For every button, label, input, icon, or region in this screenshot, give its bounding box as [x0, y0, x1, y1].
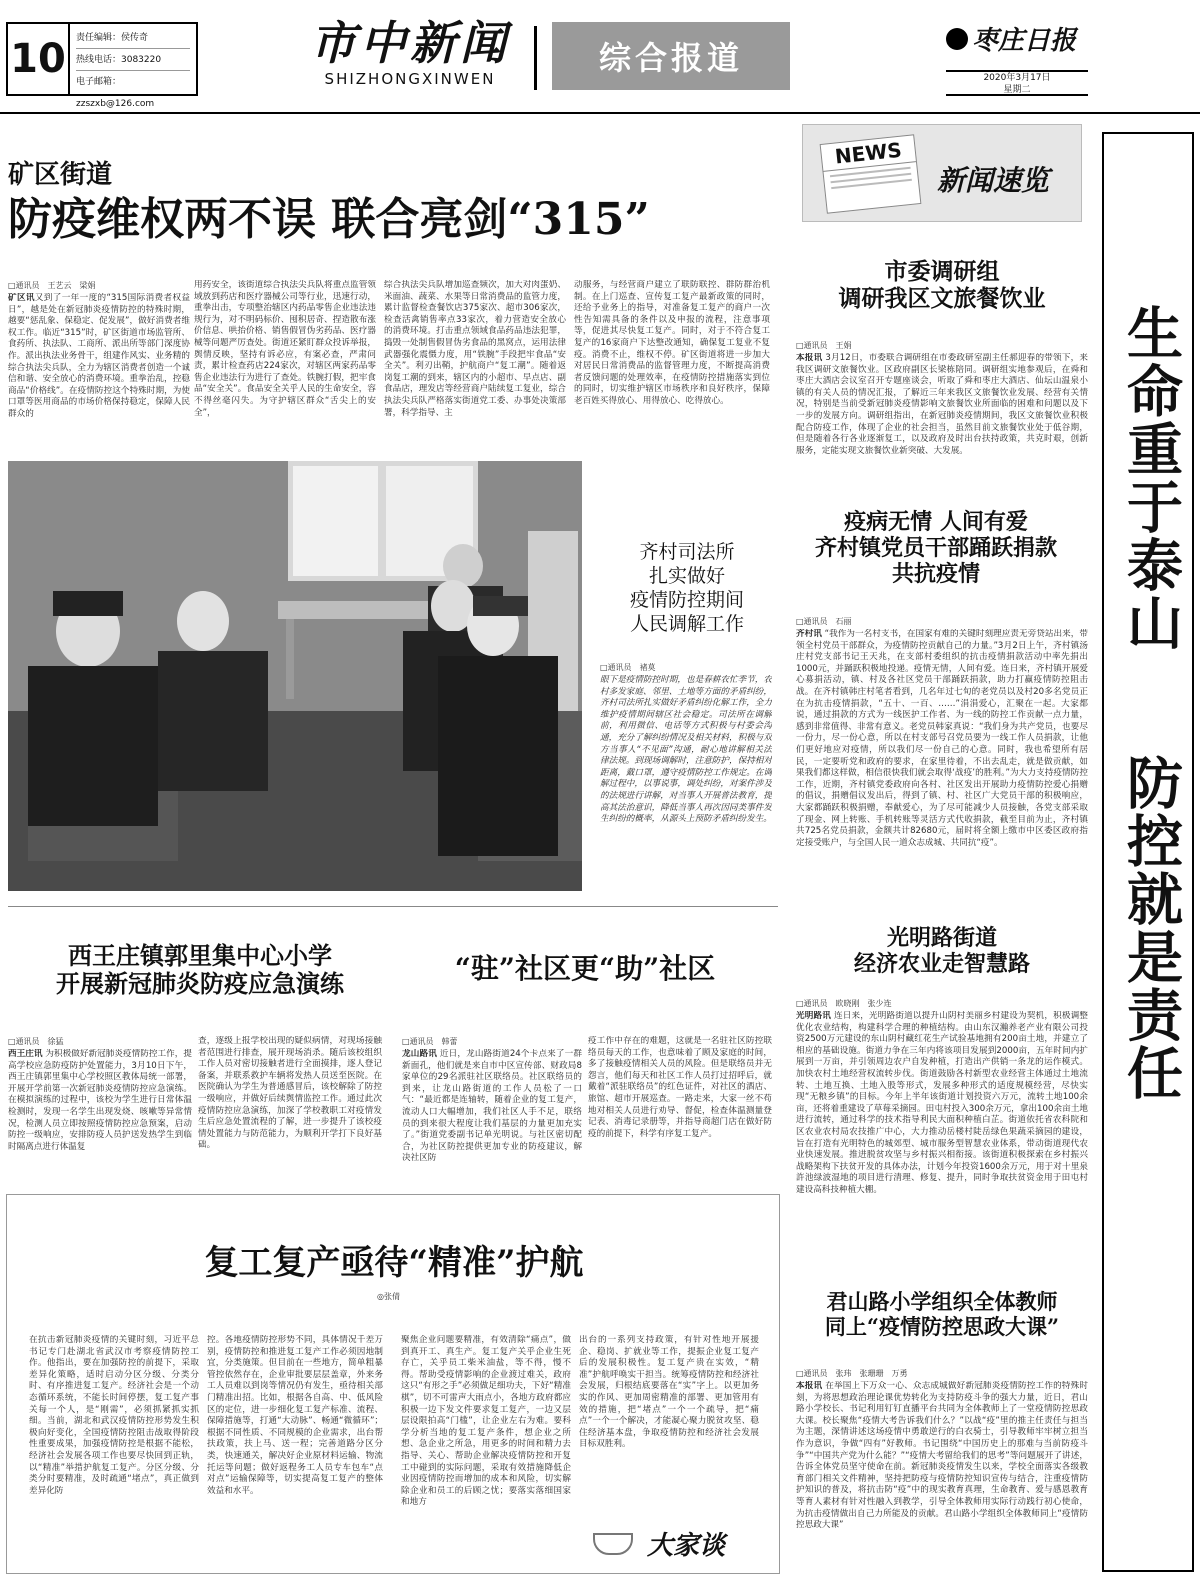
- article-8-title-line: 同上“疫情防控思政大课”: [824, 1313, 1060, 1339]
- article-7-text: 连日来，光明路街道以提升山阴村美丽乡村建设为契机，积极调整优化农业结构，构建科学合理的种植结构。由山东汉瀚养老产业有限公司投资2500万元建设的东山阴村藏红花生产试验基地拥有200亩土地，并建立了相应的基础设施。街道力争在三年内将该项目发展到2000亩，五年时间内扩展到一万亩，并引领周边农户自发种植，打造出产供销一条龙的运作模式。加快农村土地经营权流转步伐。街道鼓励各村新型农业经营主体通过土地流转、土地互换、土地入股等形式，发展多种形式的适度规模经营，尽快实现“无粮乡镇”的目标。今年上半年该街道计划投资六万元，流转土地100余亩，还将着重建设了草莓采摘园。田屯村投入300余万元，拿出100余亩土地进行流转，通过科学的技术指导利民大面积种植白芷。街道依托省农科院和区农业农村局农技推广中心，大力推动岳楼村陡岳绿色果蔬采摘园的建设，旨在打造有光明特色的城郊型、城市服务型智慧农业体系，带动街道现代农业快速发展。推进脱贫攻坚与乡村振兴相衔接。该街道积极探索在乡村振兴战略架构下扶贫开发的具体办法，计划今年投资1600余万元，用于对十里泉許池绿波湿地的项目进行清理、修复、提升，同时争取扶贫资金用于田屯村建设高科技种植大棚。: [796, 1011, 1088, 1195]
- article-9-title: 复工复产亟待“精准”护航: [204, 1243, 584, 1283]
- column-label-box: [587, 1519, 767, 1567]
- mediation-photo: [8, 461, 582, 891]
- article-9-text-4: 出台的一系列支持政策，有针对性地开展援企、稳岗、扩就业等工作，提振企业复工复产后的发展积极性。复工复产贵在实效，“精准”护航呼唤实干担当。统筹疫情防控和经济社会发展，归根结底要落在“实”字上。以更加务实的作风、更加周密精准的部署、更加管用有效的措施，把“堵点”一个一个疏导，把“痛点”一个一个解决，才能凝心聚力脱贫攻坚、稳住经济基本盘，争取疫情防控和经济社会发展目标双胜利。: [579, 1335, 759, 1450]
- article-9-text-2: 控。各地疫情防控形势不同，具体情况千差万别，疫情防控和推进复工复产工作必须因地制宜，分类施策。但目前在一些地方，简单粗暴管控依然存在，企业审批要层层盖章，外来务工人员难以到岗等情况仍有发生，亟待相关部门精准出招。比如，根据各自高、中、低风险区的定位，进一步细化复工复产标准、流程、保障措施等，打通“大动脉”、畅通“微循环”；根据不同性质、不同规模的企业需求，出台帮扶政策，扶上马、送一程；完善道路分区分类，快速通关，解决好企业原材料运输、物流托运等问题；做好返程务工人员专车包车“点对点”运输保障等，切实提高复工复产的整体效益和水平。: [207, 1335, 383, 1496]
- news-paper-icon: [820, 134, 922, 214]
- article-5-lead: 西王庄讯: [8, 1049, 43, 1059]
- article-5-text-2: 查，逐级上报学校出现的疑似病情，对现场接触者范围进行排查，展开现场消杀。随后该校组织工作人员对密切接触者进行全面摸排，逐人登记备案，并联系救护车辆将发热人员送至医院。在医院确认为学生为普通感冒后，该校解除了防控一级响应，并做好后续舆情监控工作。通过此次疫情防控应急演练，加深了学校教职工对疫情发生后应急处置流程的了解，进一步提升了该校疫情处置能力与防范能力，为顺利开学打下良好基础。: [198, 1036, 382, 1151]
- article-7-lead: 光明路讯: [796, 1011, 832, 1021]
- article-7-title: [796, 926, 1088, 978]
- newspaper-logo-icon: [946, 28, 968, 50]
- article-6-col-1: [402, 1036, 582, 1180]
- article-1-text-3: 综合执法尖兵队增加巡查频次，加大对肉蛋奶、米面油、蔬菜、水果等日常消费品的监管力度，累计监督检查餐饮店375家次、超市306家次，检查活禽销售率点33家次，着力营造安全放心的消费环境。打击重点领域食品药品违法犯罪，捣毁一处制售假冒伪劣食品的黑窝点，运用法律武器强化震慑力度，用“铁腕”手段把牢食品“安全关”。利刃出鞘，护航商户“复工潮”。随着返岗复工潮的到来，辖区内的小超市、早点店、副食品店，理发店等经营商户陆续复工复业，综合执法尖兵队严格落实街道党工委、办事处决策部署，科学指导、主: [384, 280, 566, 418]
- article-8-body: [796, 1368, 1088, 1574]
- article-1-lead: 矿区讯: [8, 293, 35, 303]
- article-4-title-line: 齐村镇党员干部踊跃捐款: [814, 534, 1057, 561]
- article-5-text-1: 为积极做好新冠肺炎疫情防控工作，提高学校应急防疫防护处置能力，3月10日下午，西王庄镇郭里集中心学校照区教体局统一部署，开展开学前第一次新冠肺炎疫情防控应急演练。在模拟演练的过程中，该校为学生进行日常体温检测时，发现一名学生出现发烧、咳嗽等异常情况，检测人员立即按照疫情防控应急预案，启动防控一级响应，安排防疫人员护送发热学生到临时隔离点进行体温复: [8, 1049, 192, 1152]
- article-9-byline: ◎张倩: [377, 1292, 400, 1301]
- article-4-title: [796, 510, 1076, 588]
- newspaper-name-text: 枣庄日报: [972, 26, 1077, 56]
- article-7-byline: □通讯员 欧晓刚 张少连: [796, 999, 892, 1008]
- article-6-title: “驻”社区更“助”社区: [454, 952, 716, 985]
- article-1-title: 防疫维权两不误 联合亮剑“315”: [8, 194, 650, 245]
- column-label: 大家谈: [647, 1531, 726, 1561]
- article-2-body: [600, 662, 772, 890]
- article-1-text-4: 动服务，与经营商户建立了联防联控、群防群治机制。在上门巡查、宣传复工复产最新政策的同时，还给予业务上的指导，对准备复工复产的商户一次性告知需具备的条件以及申报的流程，注意事项等，促进其尽快复工复产。同时，对于不符合复工复产的16家商户下达整改通知，确保复工复业不复疫。消费不止，维权不停。矿区街道将进一步加大对居民日常消费品的监督管理力度，不断提高消费者反馈问题的处理效率，在疫情防控措施落实到位的同时，切实维护辖区市场秩序和良好秩序，保障老百姓买得放心、用得放心、吃得放心。: [574, 280, 770, 406]
- article-4-body: [796, 616, 1088, 898]
- article-4-byline: □通讯员 石丽: [796, 617, 852, 626]
- mediation-photo-illustration: [8, 461, 582, 891]
- hotline: 热线电话：3083220: [76, 49, 190, 71]
- article-2-title-line: 扎实做好: [648, 565, 725, 587]
- article-8-byline: □通讯员 张玮 张珊珊 万勇: [796, 1369, 908, 1378]
- commentary-box: [6, 1194, 780, 1574]
- article-7-title-line: 光明路街道: [886, 925, 997, 951]
- article-1-kicker: 矿区街道: [8, 160, 113, 190]
- article-3-title-line: 调研我区文旅餐饮业: [838, 285, 1046, 313]
- article-2-byline: □通讯员 褚莫: [600, 663, 656, 672]
- slogan-line-1: 生命重于泰山: [1118, 304, 1183, 652]
- article-4-text: “我作为一名村支书，在国家有难的关键时刻理应责无旁贷站出来，带领全村党员干部群众，为疫情防控贡献自己的力量。”3月2日上午，齐村镇汤庄村党支部书记王天兆，在支部村委组织的抗击疫情捐款活动中率先捐出1000元，并踊跃积极地投递。疫情无情，人间有爱。连日来，齐村镇开展爱心募捐活动，镇、村及各社区党员干部踊跃捐款，助力打赢疫情防控阻击战。在齐村镇韩庄村笔者看到，几名年过七旬的老党员以及村20多名党员正在为抗击疫情捐款，“五十、一百、……”涓涓爱心，汇聚在一起。大家都说，通过捐款的方式为一线医护工作者、为一线的防控工作贡献一点力量，感到非常值得、非常有意义。老党员韩家真说：“我们身为共产党员，也要尽一份力，尽一份心意，所以在村支部号召党员要为一线工作人员捐款，让他们更好地应对疫情，所以我们尽一份自己的心意。同时，我也希望所有居民，一定要听党和政府的要求，在家里待着，不出去乱走，就是做贡献，如果我们都这样做，相信很快我们就会取得‘战疫’的胜利。”为大力支持疫情防控工作，近期，齐村镇党委政府向各村、社区发出开展助力疫情防控爱心捐赠的倡议，捐赠倡议发出后，得到了镇、村、社区广大党员干部的积极响应，大家都踊跃积极捐赠，奉献爱心，为了尽可能减少人员接触，各党支部采取了现金、网上转账、手机转账等灵活方式代收捐款，截至目前为止，齐村镇共725名党员捐款，金额共计82680元，届时将全额上缴市中区委区政府指定接受账户，与全国人民一道众志成城、共同抗“疫”。: [796, 629, 1088, 848]
- teacup-icon: [593, 1533, 633, 1555]
- article-2-title-line: 疫情防控期间: [629, 589, 744, 611]
- news-digest-title: 新闻速览: [937, 164, 1050, 197]
- article-4-title-line: 共抗疫情: [891, 560, 980, 587]
- article-3-title-line: 市委调研组: [884, 258, 1000, 285]
- issue-date: [946, 70, 1088, 96]
- article-7-title-line: 经济农业走智慧路: [853, 950, 1030, 977]
- article-3-lead: 本报讯: [796, 353, 823, 363]
- article-4-title-line: 疫病无情 人间有爱: [844, 509, 1028, 535]
- article-2-title: [596, 540, 778, 636]
- issue-weekday: 星期二: [1003, 85, 1031, 95]
- article-1-col-1: [8, 280, 190, 456]
- article-8-title-line: 君山路小学组织全体教师: [826, 1289, 1058, 1314]
- article-1-text-1: 又到了一年一度的“315国际消费者权益日”，越是处在新冠肺炎疫情防控的特殊时期，越要“惩乱象、保稳定、促发展”，做好消费者维权工作。临近“315”时，矿区街道市场监管所、食药所、执法队、工商所、派出所等部门深度协作。派出执法业务骨干，组建作风实、业务精的综合执法尖兵队，全力为辖区消费者创造一个诚信和谐、安全放心的消费环境。重拳治乱，控稳商品“价格线”。在疫情防控这个特殊时期，为使口罩等医用商品的市场价格保持稳定，保障人民群众的: [8, 293, 190, 419]
- article-5-title-line: 开展新冠肺炎防疫应急演练: [56, 969, 344, 999]
- editor-info-box: [70, 22, 198, 109]
- masthead-pinyin: SHIZHONGXINWEN: [324, 70, 496, 88]
- masthead-title: [300, 16, 520, 88]
- article-2-title-line: 人民调解工作: [629, 613, 744, 635]
- article-4-lead: 齐村讯: [796, 629, 822, 639]
- email: 电子邮箱：zzszxb@126.com: [76, 77, 155, 109]
- article-7-body: [796, 998, 1088, 1244]
- editor-name: 责任编辑：侯传奇: [76, 27, 190, 49]
- article-5-title: [8, 942, 392, 999]
- news-label: NEWS: [821, 135, 916, 172]
- article-1-byline: □通讯员 王艺云 梁娟: [8, 281, 96, 290]
- slogan-line-2: 防控就是责任: [1118, 754, 1183, 1102]
- article-6-text-1: 近日，龙山路街道24个卡点来了一群新面孔，他们就是来自市中区宣传部、财政局8家单位的29名派驻社区联络员。社区联络员的到来，让龙山路街道的工作人员松了一口气：“最近都是连轴转，随着企业的复工复产，流动人口大幅增加，我们社区人手不足，联络员的到来很大程度让我们基层的力量更加充实了。”街道党委副书记单光明说。与社区密切配合，为社区防控提供更加专业的防疫建议，解决社区防: [402, 1049, 582, 1164]
- news-digest-box: [802, 124, 1082, 222]
- page-number: 10: [6, 22, 70, 96]
- article-5-col-1: [8, 1036, 192, 1180]
- article-3-byline: □通讯员 王娟: [796, 341, 852, 350]
- article-3-body: [796, 340, 1088, 478]
- article-6-text-2: 疫工作中存在的难题，这就是一名驻社区防控联络员每天的工作，也意味着了顾及家庭的时间，多了接触疫情相关人员的风险。但是联络员并无怨言，他们每天和社区工作人员打过招呼后，就戴着“派驻联络员”的红色证件，对社区的酒店、旅馆、超市开展巡查。一路走来，大家一丝不苟地对相关人员进行劝导、督促，检查体温测量登记表、消毒记录册等，并指导商超门店在做好防疫的前提下，科学有序复工复产。: [588, 1036, 772, 1139]
- article-9-text-1: 在抗击新冠肺炎疫情的关键时刻，习近平总书记专门赴湖北省武汉市考察疫情防控工作。他指出，要在加强防控的前提下，采取差异化策略，适时启动分区分级、分类分时、有序推进复工复产。经济社会是一个动态循环系统，不能长时间停摆，复工复产事关每一个人，是“刚需”，必须抓紧抓实抓细。当前，湖北和武汉疫情防控形势发生积极向好变化，全国疫情防控阻击战取得阶段性重要成果，加强疫情防控是根据不能松，经济社会发展各项工作也要尽快回到正轨，以“精准”举措护航复工复产。分区分级、分类分时要精准，及时疏通“堵点”，真正做到差异化防: [29, 1335, 199, 1496]
- article-2-text: 眼下是疫情防控时期，也是春耕农忙季节，农村多发家庭、邻里、土地等方面的矛盾纠纷，齐村司法所扎实做好矛盾纠纷化解工作，全力维护疫情期间辖区社会稳定。司法所在调解前，利用微信、电话等方式积极与村委会沟通，充分了解纠纷情况及相关材料，积极与双方当事人“不见面”沟通，耐心地讲解相关法律法规。到现场调解时，注意防护，保持相对距离，戴口罩，遵守疫情防控工作规定。在调解过程中，以事说事，调处纠纷，对案件涉及的法规进行讲解，对当事人开展普法教育，提高其法治意识，降低当事人再次因同类事件发生纠纷的概率，从源头上预防矛盾纠纷发生。: [600, 675, 772, 825]
- slogan-banner: [1102, 132, 1194, 1572]
- issue-date-text: 2020年3月17日: [983, 73, 1051, 83]
- article-1-text-2: 用药安全，该街道综合执法尖兵队将重点监管领域放到药店和医疗器械公司等行业，迅速行动，重拳出击，专项整治辖区内药品零售企业违法违规行为，对不明码标价、囤积居奇、捏造散布涨价信息、哄抬价格、销售假冒伪劣药品、医疗器械等问题严厉查处。街道还紧盯群众投诉举报，舆情反映，坚持有诉必应，有案必查，严肃问责，累计检查药店224家次，对辖区两家药品零售企业违法行为进行了查处。铁腕打假，把牢食品“安全关”。食品安全关乎人民的生命安全，容不得丝毫闪失。为守护辖区群众“舌尖上的安全”，: [194, 280, 376, 418]
- article-3-text: 3月12日，市委联合调研组在市委政研室副主任郝迎春的带领下，来我区调研文旅餐饮业。区政府副区长梁栋陪同。调研组实地参观后，在舜和枣庄大酒店会议室召开专题座谈会，听取了舜和枣庄大酒店、仙坛山温泉小镇的有关人员的情况汇报，了解近三年来我区文旅餐饮业发展、经营有关情况，特别是当前受新冠肺炎疫情影响文旅餐饮业所面临的困难和问题以及下一步的发展方向。调研组指出，在新冠肺炎疫情期间，我区文旅餐饮业积极配合防疫工作，体现了企业的社会担当，虽然目前文旅餐饮业处于低谷期，但是随着各行各业逐渐复工，以及政府及时出台扶持政策，共克时艰，创新服务，定能实现文旅餐饮业新突破、大发展。: [796, 353, 1088, 456]
- article-8-lead: 本报讯: [796, 1381, 823, 1391]
- article-5-byline: □通讯员 徐猛: [8, 1037, 64, 1046]
- article-8-title: [796, 1290, 1088, 1340]
- article-9-text-3: 聚焦企业问题要精准，有效清除“痛点”，做到真开工、真生产。复工复产关乎企业生死存亡，关乎员工柴米油盐，等不得，慢不得。帮助受疫情影响的企业渡过难关，政府这只“有形之手”必须做足细功夫，下好“精准棋”，切不可雷声大雨点小，各地方政府都应积极一边下发文件要求复工复产，一边又层层设限拍高“门槛”，让企业左右为难。要科学分析当地的复工复产条件，想企业之所想、急企业之所急，用更多的时间和精力去指导、关心、帮助企业解决疫情防控和开复工中碰到的实际问题，采取有效措施降低企业因疫情防控而增加的成本和风险，切实解除企业和员工的后顾之忧；要落实落细国家和地方: [401, 1335, 571, 1508]
- masthead-title-cn: 市中新闻: [310, 16, 510, 70]
- section-title: 综合报道: [552, 22, 790, 90]
- article-3-title: [796, 258, 1088, 312]
- article-2-title-line: 齐村司法所: [639, 541, 735, 563]
- article-5-title-line: 西王庄镇郭里集中心小学: [68, 941, 332, 970]
- article-6-byline: □通讯员 韩蕾: [402, 1037, 458, 1046]
- article-6-lead: 龙山路讯: [402, 1049, 437, 1059]
- article-8-text: 在举国上下万众一心、众志成城做好新冠肺炎疫情防控工作的特殊时刻，为将思想政治理论课优势转化为支持防疫斗争的强大力量，近日，君山路小学校长、书记利用钉钉直播平台共同为全体教师上了一堂疫情防控思政大课。校长聚焦“疫情大考告诉我们什么？”以战“疫”里的推主任责任与担当为主题，深情讲述这场疫情中勇敢逆行的白衣骑士，引导教师牢牢树立担当作为意识，争做“四有”好教师。书记围绕“中国历史上的那难与当前防疫斗争”“中国共产党为什么能？”“疫情大考留给我们的思考”等问题展开了讲述，告诉全体党员坚守使命在前。新冠肺炎疫情发生以来，学校全面落实各级教育部门相关文件精神，坚持把防疫与疫情防控知识宣传与结合，注重疫情防护知识的普及，将抗击防“疫”中的现实教育真理，生命教育、爱与感恩教育等育人素材有针对性融入到教学，引导全体教师用实际行动践行初心使命，为抗击疫情做出自己力所能及的贡献。君山路小学组织全体教师同上“疫情防控思政大课”: [796, 1381, 1088, 1531]
- newspaper-name: [946, 20, 1094, 57]
